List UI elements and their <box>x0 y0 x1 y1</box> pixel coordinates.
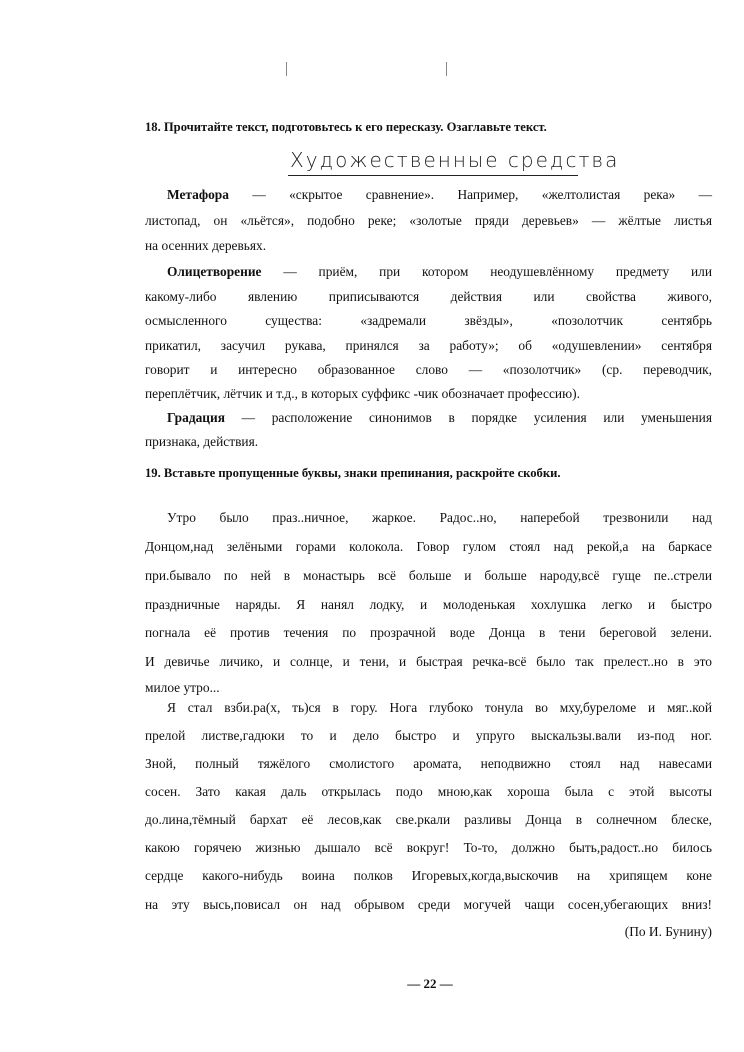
line-text: осмысленного существа: «задремали звёзды», «позолотчик сентябрь <box>145 313 712 328</box>
line-text: Зной, полный тяжёлого смолистого аромата, неподвижно стоял над навесами <box>145 756 712 771</box>
line-text: переплётчик, лётчик и т.д., в которых суффикс -чик обозначает профессию). <box>145 386 580 401</box>
text-line <box>145 756 712 772</box>
text-line <box>145 362 712 378</box>
line-text: — приём, при котором неодушевлённому предмету или <box>261 264 712 279</box>
line-text: признака, действия. <box>145 434 259 449</box>
line-text: милое утро... <box>145 680 220 695</box>
line-text: погнала её против течения по прозрачной воде Донца в тени береговой зелени. <box>145 625 712 640</box>
text-line <box>145 187 712 203</box>
line-text: до.лина,тёмный бархат её лесов,как свe.ркали разливы Донца в солнечном блеске, <box>145 812 712 827</box>
text-line <box>145 625 712 641</box>
text-line <box>145 784 712 800</box>
line-text: Я стал взби.ра(х, ть)ся в гору. Нога глубоко тонула во мху,буреломе и мяг..кой <box>167 700 712 715</box>
text-line <box>145 213 712 229</box>
text-line <box>145 568 712 584</box>
line-text: сердце какого-нибудь воина полков Игоревых,когда,выскочив на хрипящем коне <box>145 868 712 883</box>
line-text: сосен. Зато какая даль открылась подо мною,как хороша была с этой высоты <box>145 784 712 799</box>
line-text: Утро было праз..ничное, жаркое. Радос..но, наперебой трезвонили над <box>167 510 712 525</box>
term: Градация <box>167 410 225 425</box>
task-18-heading: 18. Прочитайте текст, подготовьтесь к его пересказу. Озаглавьте текст. <box>145 120 547 134</box>
scan-mark <box>446 62 447 76</box>
handwritten-title: Художественные средства <box>290 148 620 172</box>
line-text: И девичье личико, и солнце, и тени, и быстрая речка-всё было так прелест..но в это <box>145 654 712 669</box>
text-line <box>145 680 712 696</box>
term: Олицетворение <box>167 264 262 279</box>
text-line <box>145 264 712 280</box>
line-text: прикатил, засучил рукава, принялся за работу»; об «одушевлении» сентября <box>145 338 712 353</box>
line-text: при.бывало по ней в монастырь всё больше и больше народу,всё гуще пе..стрели <box>145 568 712 583</box>
text-line <box>145 597 712 613</box>
text-line <box>145 728 712 744</box>
text-line <box>145 868 712 884</box>
attribution: (По И. Бунину) <box>624 924 712 939</box>
line-text: праздничные наряды. Я нанял лодку, и молоденькая хохлушка легко и быстро <box>145 597 712 612</box>
text-line <box>145 897 712 913</box>
line-text: какому-либо явлению приписываются действия или свойства живого, <box>145 289 712 304</box>
term: Метафора <box>167 187 229 202</box>
line-text: говорит и интересно образованное слово — «позолотчик» (ср. переводчик, <box>145 362 712 377</box>
text-line <box>145 654 712 670</box>
text-line <box>145 434 712 450</box>
text-line <box>145 410 712 426</box>
page-number: — 22 — <box>407 976 453 991</box>
text-line <box>145 338 712 354</box>
line-text: Донцом,над зелёными горами колокола. Говор гулом стоял над рекой,а на баркасе <box>145 539 712 554</box>
line-text: прелой листве,гадюки то и дело быстро и упруго выскальзы.вали из-под ног. <box>145 728 712 743</box>
scan-mark <box>286 62 287 76</box>
text-line <box>145 313 712 329</box>
text-line <box>145 840 712 856</box>
line-text: на осенних деревьях. <box>145 238 267 253</box>
line-text: — расположение синонимов в порядке усиления или уменьшения <box>224 410 712 425</box>
text-line <box>145 700 712 716</box>
text-line <box>145 812 712 828</box>
task-19-heading: 19. Вставьте пропущенные буквы, знаки препинания, раскройте скобки. <box>145 466 561 480</box>
text-line <box>145 238 712 254</box>
text-line <box>145 289 712 305</box>
text-line <box>145 386 712 402</box>
line-text: листопад, он «льётся», подобно реке; «золотые пряди деревьев» — жёлтые листья <box>145 213 712 228</box>
line-text: какою горячею жизнью дышало всё вокруг! То-то, должно быть,радост..но билось <box>145 840 712 855</box>
line-text: на эту высь,повисал он над обрывом среди могучей чащи сосен,убегающих вниз! <box>145 897 712 912</box>
text-line <box>145 539 712 555</box>
line-text: — «скрытое сравнение». Например, «желтолистая река» — <box>228 187 712 202</box>
handwritten-underline <box>288 175 578 176</box>
text-line <box>145 510 712 526</box>
